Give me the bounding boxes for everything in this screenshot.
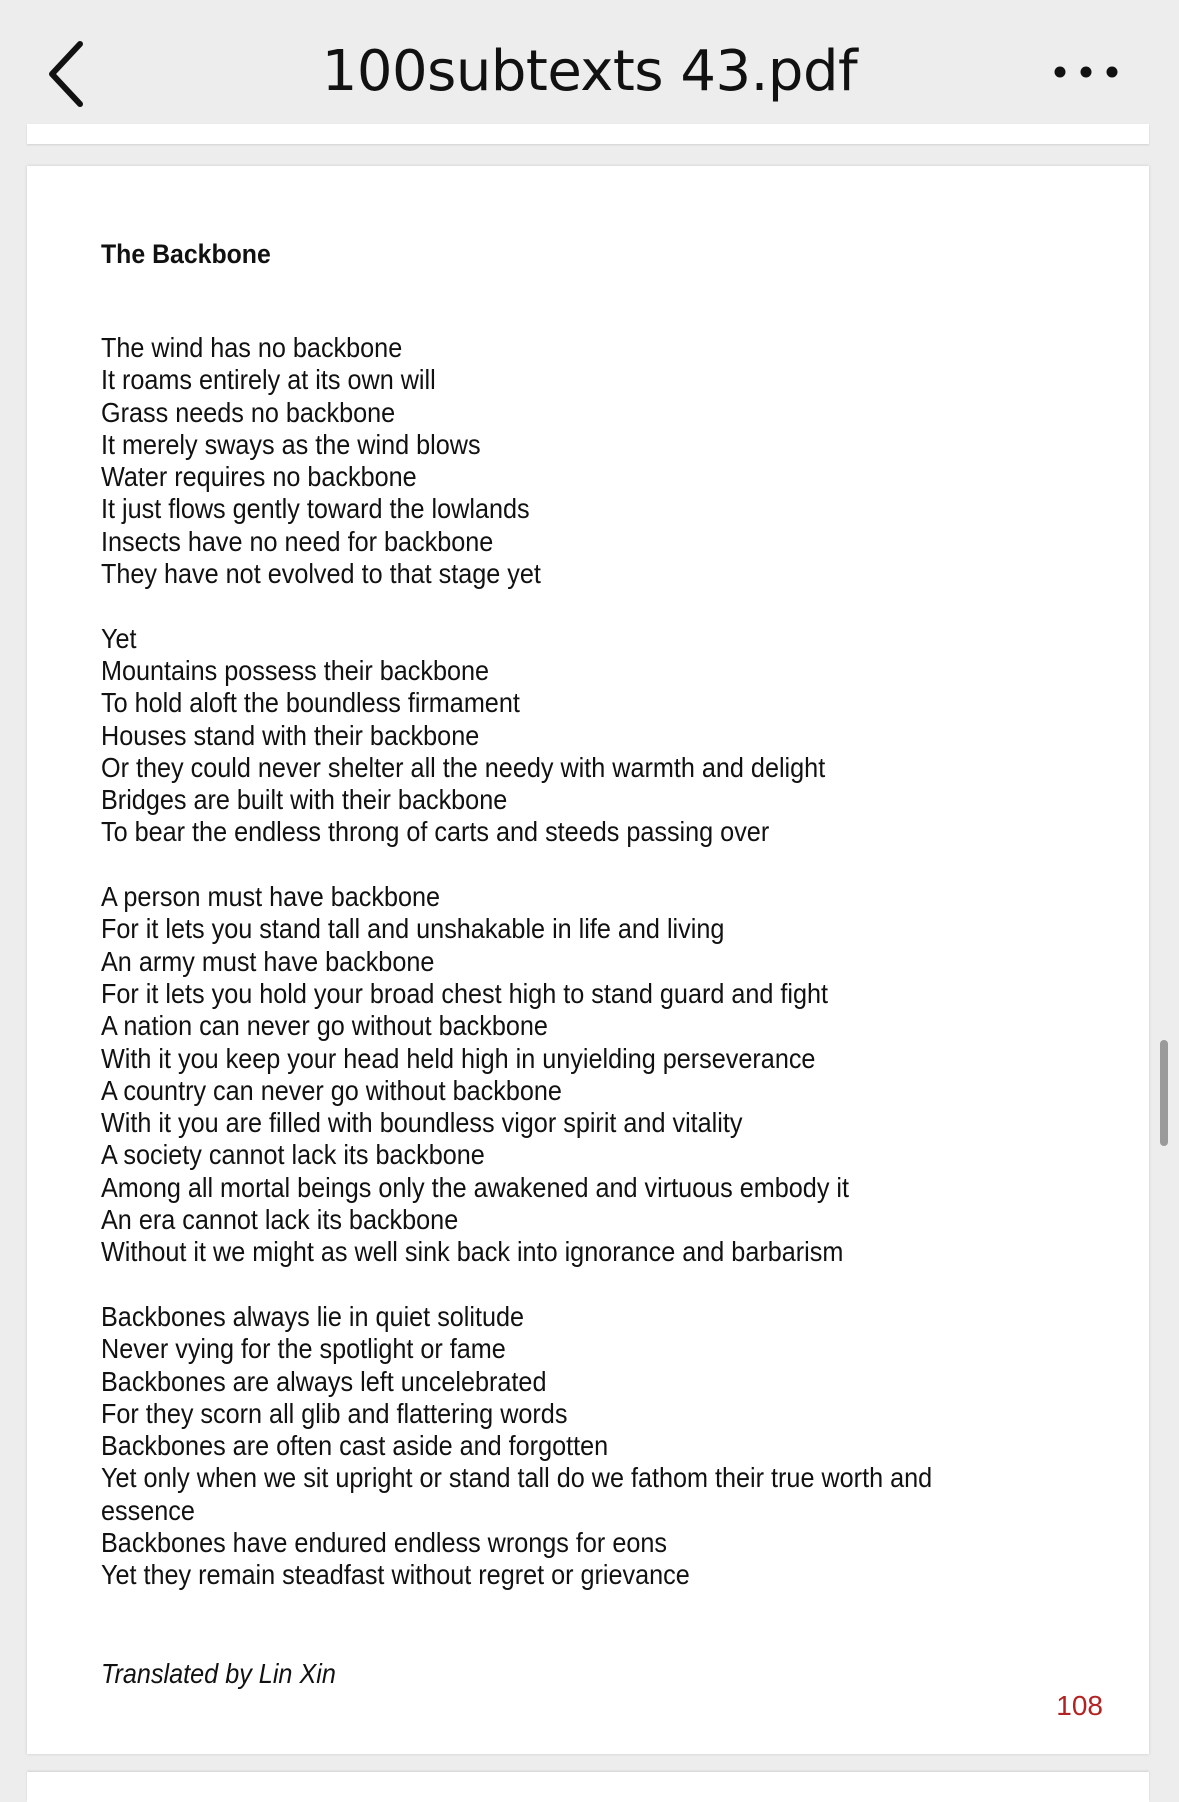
poem-line: Never vying for the spotlight or fame (101, 1333, 506, 1365)
ellipsis-icon (1050, 52, 1130, 92)
poem-line: Insects have no need for backbone (101, 525, 494, 557)
poem-line: To hold aloft the boundless firmament (101, 687, 520, 719)
poem-line: A person must have backbone (101, 881, 441, 913)
page-number: 108 (1056, 1690, 1103, 1721)
stanza (101, 881, 1061, 1269)
poem-line: They have not evolved to that stage yet (101, 558, 541, 590)
poem-title: The Backbone (101, 239, 271, 269)
poem-line: Without it we might as well sink back into ignorance and barbarism (101, 1236, 844, 1268)
poem-line: Backbones always lie in quiet solitude (101, 1300, 525, 1332)
translator-credit: Translated by Lin Xin (101, 1658, 336, 1689)
poem-line: For it lets you stand tall and unshakable in life and living (101, 913, 725, 945)
poem-line: To bear the endless throng of carts and steeds passing over (101, 816, 770, 848)
poem-line: For it lets you hold your broad chest high to stand guard and fight (101, 977, 829, 1009)
more-options-button[interactable] (1050, 52, 1130, 92)
poem-line: An era cannot lack its backbone (101, 1204, 459, 1236)
poem-line: Water requires no backbone (101, 461, 417, 493)
poem-line: Grass needs no backbone (101, 396, 396, 428)
poem-line: Yet only when we sit upright or stand tall do we fathom their true worth and (101, 1462, 933, 1494)
poem-line: Or they could never shelter all the needy with warmth and delight (101, 751, 826, 783)
poem-line: A nation can never go without backbone (101, 1010, 548, 1042)
stanza (101, 332, 1061, 590)
back-button[interactable] (40, 34, 100, 114)
poem-line: Mountains possess their backbone (101, 654, 490, 686)
poem-line: Houses stand with their backbone (101, 719, 480, 751)
poem-line: The wind has no backbone (101, 332, 403, 363)
previous-page-edge (27, 124, 1149, 144)
pdf-page[interactable] (27, 166, 1149, 1754)
stanza (101, 1301, 1061, 1592)
poem-line: Backbones are often cast aside and forgotten (101, 1430, 609, 1462)
poem-line: For they scorn all glib and flattering words (101, 1397, 568, 1429)
next-page-edge (27, 1772, 1149, 1802)
poem-line: Backbones are always left uncelebrated (101, 1365, 547, 1397)
poem-line: An army must have backbone (101, 945, 435, 977)
poem-line: A country can never go without backbone (101, 1074, 562, 1106)
stanza (101, 623, 1061, 849)
poem-line: It just flows gently toward the lowlands (101, 493, 530, 525)
poem-line: Yet they remain steadfast without regret or grievance (101, 1559, 690, 1591)
poem-line: Among all mortal beings only the awakened and virtuous embody it (101, 1171, 850, 1203)
poem-body (101, 332, 1061, 1592)
chevron-left-icon (40, 34, 100, 114)
poem-line: essence (101, 1494, 195, 1526)
poem-line: Bridges are built with their backbone (101, 784, 508, 816)
poem-line: With it you keep your head held high in unyielding perseverance (101, 1042, 816, 1074)
poem-line: It roams entirely at its own will (101, 364, 436, 396)
poem-line: Yet (101, 622, 137, 654)
poem-line: It merely sways as the wind blows (101, 428, 481, 460)
poem-line: Backbones have endured endless wrongs for eons (101, 1526, 667, 1558)
scrollbar-thumb[interactable] (1160, 1040, 1168, 1146)
poem-line: A society cannot lack its backbone (101, 1139, 485, 1171)
document-title: 100subtexts 43.pdf (321, 39, 858, 104)
top-bar (0, 0, 1179, 140)
poem-line: With it you are filled with boundless vigor spirit and vitality (101, 1107, 743, 1139)
